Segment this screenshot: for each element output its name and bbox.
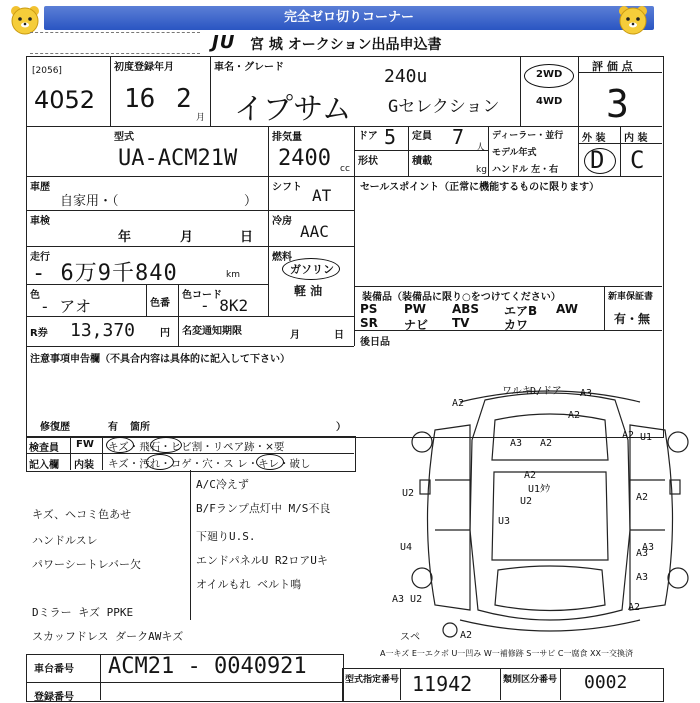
damage-legend: A一キズ E一エクボ U一凹み W一補修跡 S一サビ C一腐食 XX一交換済	[380, 649, 634, 658]
displacement-label: 排気量	[272, 132, 302, 143]
car-name-label: 車名・グレード	[214, 62, 284, 73]
shape-label: 形状	[358, 156, 378, 167]
cargo-label: 積載	[412, 156, 432, 167]
inspection-month: 月	[180, 230, 194, 245]
damage-mark: A2	[622, 430, 635, 441]
lot-code: [2056]	[32, 66, 62, 76]
aircon-value: AAC	[300, 222, 329, 241]
usage-label: 車歴	[30, 182, 50, 193]
left-notes-line: キズ、ヘコミ色あせ	[32, 508, 132, 521]
left-notes-line: Dミラー キズ PPKE	[32, 606, 134, 619]
displacement-value: 2400	[278, 146, 331, 171]
left-notes-line: スカッフドレス ダークAWキズ	[32, 630, 184, 643]
damage-mark: A2	[460, 630, 473, 641]
equipment-item: カワ	[504, 318, 529, 332]
damage-mark: U4	[400, 542, 413, 553]
damage-mark: U3	[498, 516, 511, 527]
inspection-label: 車検	[30, 216, 50, 227]
damage-mark: ワルキ	[502, 386, 532, 397]
warranty-value: 有・無	[614, 312, 651, 326]
displacement-unit: cc	[340, 164, 350, 174]
equipment-item: エアB	[504, 304, 538, 318]
rating-exterior-label: 外 装	[582, 133, 606, 144]
damage-mark: スペ	[400, 632, 420, 643]
damage-mark: A2	[628, 602, 641, 613]
cargo-unit: kg	[476, 165, 487, 175]
rating-value: 3	[606, 82, 629, 126]
warranty-label: 新車保証書	[608, 292, 654, 302]
banner-title: 完全ゼロ切りコーナー	[44, 6, 654, 30]
handle-label: ハンドル 左・右	[492, 165, 559, 175]
mid-notes-line: エンドパネルU R2ロアUキ	[196, 554, 328, 567]
recycle-value: 13,370	[70, 320, 136, 341]
model-year-label: モデル年式	[492, 148, 537, 158]
damage-mark: A2	[540, 438, 553, 449]
left-notes-line: ハンドルスレ	[32, 534, 98, 547]
damage-mark: U1ﾀｳ	[528, 484, 551, 495]
name-change-label: 名変通知期限	[182, 326, 242, 337]
inspection-day: 日	[240, 230, 254, 245]
model-value: UA-ACM21W	[118, 146, 238, 171]
drive-4wd: 4WD	[536, 96, 563, 107]
equipment-item: PW	[404, 302, 427, 316]
damage-mark: A3	[510, 438, 523, 449]
mid-notes-line: 下廻りU.S.	[196, 530, 256, 543]
rating-label: 評 価 点	[592, 60, 633, 73]
equipment-item: ナビ	[404, 318, 429, 332]
header-grid	[30, 32, 200, 54]
inspector-label: 検査員	[29, 443, 59, 454]
dealer-label: ディーラー・並行	[492, 131, 564, 141]
damage-mark: U2	[402, 488, 415, 499]
damage-mark: U1	[640, 432, 653, 443]
equipment-label: 装備品（装備品に限り○をつけてください）	[362, 292, 561, 303]
fuel-gas: ガソリン	[290, 263, 334, 276]
shift-label: シフト	[272, 182, 302, 193]
damage-mark: A2	[568, 410, 581, 421]
mileage-unit: km	[226, 270, 240, 280]
fuel-label: 燃料	[272, 252, 292, 263]
interior-check-label: 内装	[74, 460, 94, 471]
sales-point-label: セールスポイント（正常に機能するものに限ります）	[360, 182, 600, 193]
shift-value: AT	[312, 186, 332, 205]
car-name-value: イプサム	[234, 92, 352, 127]
capacity-unit: 人	[476, 143, 486, 153]
damage-mark: A3	[580, 388, 593, 399]
header-subtitle: 宮 城 オークション出品申込書	[250, 37, 442, 53]
interior-options: キズ・汚れ・コゲ・穴・ス レ・キレ・破し	[108, 458, 311, 470]
rating-exterior-value: D	[590, 146, 605, 174]
damage-mark: A3	[636, 572, 649, 583]
capacity-label: 定員	[412, 131, 432, 142]
color-value: - アオ	[40, 297, 92, 316]
car-damage-diagram	[390, 380, 690, 645]
category-value: 0002	[584, 672, 628, 693]
doors-value: 5	[384, 125, 397, 149]
fuel-diesel: 軽 油	[294, 284, 323, 298]
bear-mascot-right-icon	[616, 3, 650, 37]
repair-where: 箇所	[130, 422, 150, 433]
damage-mark: D/ドア	[530, 386, 562, 397]
equipment-item: TV	[452, 316, 470, 330]
equipment-item: SR	[360, 316, 378, 330]
damage-mark: A2	[524, 470, 537, 481]
spec-no-value: 11942	[412, 672, 473, 696]
damage-mark: A2	[452, 398, 465, 409]
int-circle-2	[256, 454, 284, 470]
mid-notes-line: オイルもれ ベルト鳴	[196, 578, 302, 591]
first-reg-month: 2	[176, 84, 192, 114]
name-change-month: 月	[290, 330, 300, 341]
equipment-item: AW	[556, 302, 578, 316]
damage-mark: U2	[520, 496, 533, 507]
usage-close: ）	[244, 194, 258, 209]
damage-mark: A3	[636, 548, 649, 559]
color-label: 色	[30, 290, 40, 301]
drive-2wd: 2WD	[536, 69, 563, 80]
repair-label: 修復歴	[40, 422, 70, 433]
usage-value: 自家用・（	[60, 194, 119, 209]
inspection-year: 年	[118, 230, 132, 245]
recycle-label: R券	[30, 328, 48, 339]
left-notes-line: パワーシートレバー欠	[32, 558, 142, 571]
rating-interior-value: C	[630, 146, 645, 174]
first-reg-year: 16	[124, 84, 156, 114]
chassis-label: 車台番号	[34, 664, 74, 675]
rating-interior-label: 内 装	[624, 133, 648, 144]
car-grade-2: Gセレクション	[388, 97, 500, 117]
fw-circle-1	[106, 437, 134, 453]
first-reg-label: 初度登録年月	[114, 62, 174, 73]
fw-label: FW	[76, 439, 94, 450]
doors-label: ドア	[358, 131, 378, 142]
equipment-item: PS	[360, 302, 378, 316]
fw-circle-2	[150, 437, 182, 453]
header-logo: JU	[212, 32, 236, 53]
chassis-value: ACM21 - 0040921	[108, 654, 307, 679]
int-circle-1	[146, 454, 174, 470]
recycle-unit: 円	[160, 328, 170, 339]
mileage-label: 走行	[30, 252, 50, 263]
repair-close: ）	[336, 422, 346, 433]
color-code-label: 色コード	[182, 290, 222, 301]
damage-mark: A3	[642, 542, 655, 553]
fw-options: キズ・飛石・ヒビ割・リペア跡・×要	[108, 441, 285, 453]
mid-notes-line: B/Fランプ点灯中 M/S不良	[196, 502, 331, 515]
notes-label: 注意事項申告欄（不具合内容は具体的に記入して下さい）	[30, 354, 290, 365]
model-label: 型式	[114, 132, 134, 143]
repair-yes: 有	[108, 422, 118, 433]
capacity-value: 7	[452, 125, 465, 149]
mileage-value: - 6万9千840	[32, 261, 178, 286]
damage-mark: A2	[636, 492, 649, 503]
mid-notes-line: A/C冷えず	[196, 478, 249, 491]
name-change-day: 日	[334, 330, 344, 341]
spec-no-label: 型式指定番号	[345, 675, 400, 685]
after-fit-label: 後日品	[360, 337, 390, 348]
reg-no-label: 登録番号	[34, 692, 74, 703]
lot-number: 4052	[34, 86, 96, 114]
aircon-label: 冷房	[272, 216, 292, 227]
color-no-label: 色番	[150, 298, 170, 309]
color-code-value: - 8K2	[200, 296, 249, 315]
category-label: 類別区分番号	[503, 675, 558, 685]
first-reg-month-unit: 月	[196, 113, 206, 123]
record-label: 記入欄	[29, 460, 59, 471]
damage-mark: A3 U2	[392, 594, 423, 605]
car-grade-1: 240u	[384, 66, 428, 87]
equipment-item: ABS	[452, 302, 480, 316]
